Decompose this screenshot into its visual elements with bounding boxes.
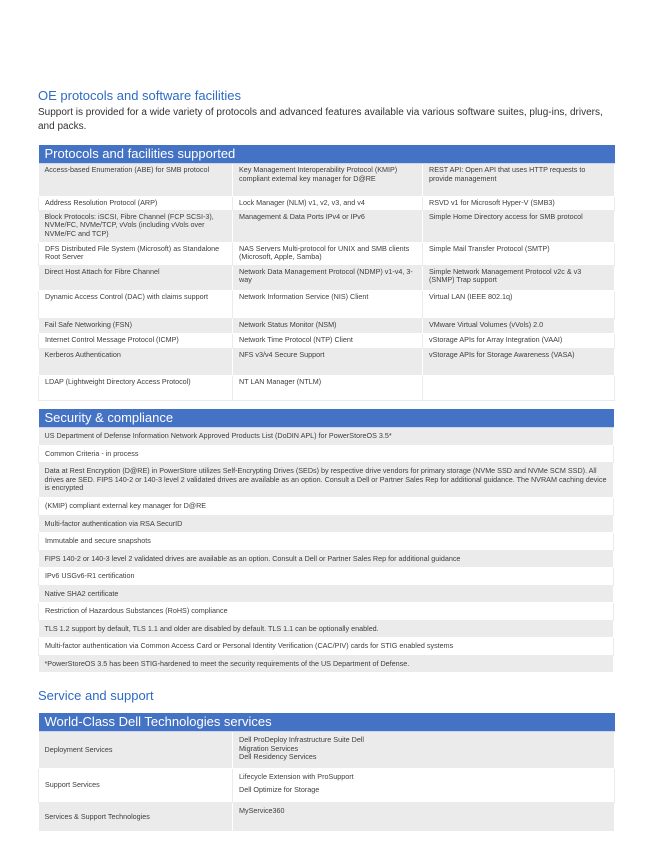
- table-row: [39, 197, 615, 211]
- service-category: Services & Support Technologies: [39, 803, 233, 832]
- table-cell: [423, 375, 615, 400]
- table-row: [39, 732, 615, 769]
- table-row: [39, 603, 614, 621]
- table-row: [39, 242, 615, 265]
- table-row: [39, 655, 614, 673]
- table-row: [39, 265, 615, 290]
- table-cell: *PowerStoreOS 3.5 has been STIG-hardened to meet the security requirements of the US Department of Defense.: [39, 655, 614, 673]
- table-cell: IPv6 USGv6-R1 certification: [39, 568, 614, 586]
- table-row: [39, 290, 615, 318]
- table-cell: Restriction of Hazardous Substances (RoHS) compliance: [39, 603, 614, 621]
- table-row: [39, 620, 614, 638]
- table-cell: Network Status Monitor (NSM): [233, 318, 423, 333]
- table-cell: VMware Virtual Volumes (vVols) 2.0: [423, 318, 615, 333]
- table-row: [39, 585, 614, 603]
- protocols-table-header: Protocols and facilities supported: [39, 145, 615, 164]
- table-cell: vStorage APIs for Array Integration (VAAI): [423, 333, 615, 348]
- table-row: [39, 375, 615, 400]
- table-cell: Network Time Protocol (NTP) Client: [233, 333, 423, 348]
- table-cell: REST API: Open API that uses HTTP requests to provide management: [423, 164, 615, 197]
- table-cell: Simple Network Management Protocol v2c & v3 (SNMP) Trap support: [423, 265, 615, 290]
- table-row: [39, 533, 614, 551]
- table-cell: Dynamic Access Control (DAC) with claims support: [39, 290, 233, 318]
- table-cell: (KMIP) compliant external key manager for D@RE: [39, 498, 614, 516]
- table-cell: Network Data Management Protocol (NDMP) v1-v4, 3-way: [233, 265, 423, 290]
- table-cell: Native SHA2 certificate: [39, 585, 614, 603]
- table-row: [39, 568, 614, 586]
- table-cell: NAS Servers Multi-protocol for UNIX and SMB clients (Microsoft, Apple, Samba): [233, 242, 423, 265]
- table-cell: Kerberos Authentication: [39, 348, 233, 375]
- services-table-header: World-Class Dell Technologies services: [39, 713, 615, 732]
- table-cell: Management & Data Ports IPv4 or IPv6: [233, 210, 423, 242]
- table-row: [39, 428, 614, 446]
- table-cell: Direct Host Attach for Fibre Channel: [39, 265, 233, 290]
- table-cell: Simple Home Directory access for SMB protocol: [423, 210, 615, 242]
- table-cell: Common Criteria - in process: [39, 445, 614, 463]
- table-cell: Network Information Service (NIS) Client: [233, 290, 423, 318]
- table-row: [39, 638, 614, 656]
- service-item: Dell ProDeploy Infrastructure Suite Dell: [239, 735, 365, 744]
- table-row: [39, 333, 615, 348]
- table-cell: NFS v3/v4 Secure Support: [233, 348, 423, 375]
- table-row: [39, 463, 614, 498]
- table-cell: Multi-factor authentication via RSA SecurID: [39, 515, 614, 533]
- table-cell: Multi-factor authentication via Common Access Card or Personal Identity Verification (CAC/PIV) cards for STIG enabled systems: [39, 638, 614, 656]
- service-item: Dell Residency Services: [239, 752, 317, 762]
- table-row: [39, 498, 614, 516]
- service-category: Deployment Services: [39, 732, 233, 769]
- service-category: Support Services: [39, 769, 233, 803]
- table-cell: DFS Distributed File System (Microsoft) as Standalone Root Server: [39, 242, 233, 265]
- table-cell: Data at Rest Encryption (D@RE) in PowerStore utilizes Self-Encrypting Drives (SEDs) by respective drive vendors for primary storage (NVMe SSD and NVMe SCM SSD). All drives are SED. FIPS 140-2 or 140-3 level 2 validated drives are available as an option. Consult a Dell or Partner Sales Rep for additional guidance. The NVRAM caching device is encrypted: [39, 463, 614, 498]
- table-cell: RSVD v1 for Microsoft Hyper-V (SMB3): [423, 197, 615, 211]
- table-row: [39, 318, 615, 333]
- intro-paragraph: Support is provided for a wide variety of protocols and advanced features available via various software suites, plug-ins, drivers, and packs.: [38, 107, 603, 132]
- table-row: [39, 550, 614, 568]
- service-item: Lifecycle Extension with ProSupport: [239, 772, 354, 781]
- table-cell: Internet Control Message Protocol (ICMP): [39, 333, 233, 348]
- section-title-protocols: OE protocols and software facilities: [38, 88, 242, 103]
- table-cell: Access-based Enumeration (ABE) for SMB protocol: [39, 164, 233, 197]
- security-table: [38, 409, 614, 673]
- table-cell: Immutable and secure snapshots: [39, 533, 614, 551]
- service-offerings: [233, 732, 615, 769]
- service-offerings: [233, 769, 615, 803]
- service-item: MyService360: [239, 806, 285, 815]
- table-cell: US Department of Defense Information Network Approved Products List (DoDIN APL) for PowerStoreOS 3.5*: [39, 428, 614, 446]
- table-cell: Lock Manager (NLM) v1, v2, v3, and v4: [233, 197, 423, 211]
- table-row: [39, 348, 615, 375]
- service-item: Migration Services: [239, 743, 299, 753]
- table-cell: vStorage APIs for Storage Awareness (VASA): [423, 348, 615, 375]
- table-cell: Block Protocols: iSCSI, Fibre Channel (FCP SCSI-3), NVMe/FC, NVMe/TCP, vVols (including vVols over NVMe/FC and TCP): [39, 210, 233, 242]
- table-row: [39, 515, 614, 533]
- service-offerings: [233, 803, 615, 832]
- table-cell: NT LAN Manager (NTLM): [233, 375, 423, 400]
- table-cell: Simple Mail Transfer Protocol (SMTP): [423, 242, 615, 265]
- table-cell: Virtual LAN (IEEE 802.1q): [423, 290, 615, 318]
- section-title-service: Service and support: [38, 688, 154, 703]
- table-row: [39, 164, 615, 197]
- protocols-table: [38, 145, 615, 401]
- table-row: [39, 803, 615, 832]
- service-item: Dell Optimize for Storage: [239, 784, 320, 794]
- table-cell: Fail Safe Networking (FSN): [39, 318, 233, 333]
- table-row: [39, 769, 615, 803]
- table-cell: FIPS 140-2 or 140-3 level 2 validated drives are available as an option. Consult a Dell or Partner Sales Rep for additional guidance: [39, 550, 614, 568]
- table-cell: LDAP (Lightweight Directory Access Protocol): [39, 375, 233, 400]
- table-cell: Key Management Interoperability Protocol (KMIP) compliant external key manager for D@RE: [233, 164, 423, 197]
- table-row: [39, 210, 615, 242]
- table-cell: TLS 1.2 support by default, TLS 1.1 and older are disabled by default. TLS 1.1 can be optionally enabled.: [39, 620, 614, 638]
- table-cell: Address Resolution Protocol (ARP): [39, 197, 233, 211]
- services-table: [38, 713, 615, 832]
- table-row: [39, 445, 614, 463]
- security-table-header: Security & compliance: [39, 409, 614, 428]
